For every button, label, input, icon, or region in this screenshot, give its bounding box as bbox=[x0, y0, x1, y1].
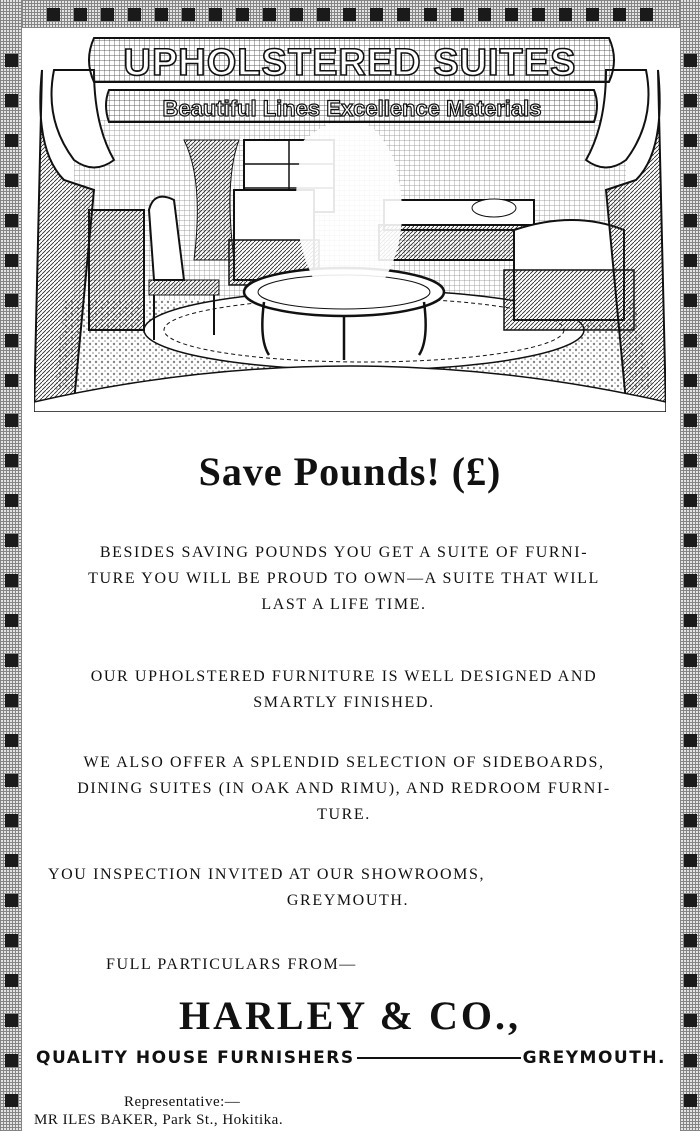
paragraph-line: DINING SUITES (IN OAK AND RIMU), AND REDROOM FURNI- bbox=[77, 780, 611, 797]
banner-subtitle: Beautiful Lines Excellence Materials bbox=[162, 96, 542, 121]
tagline-right: GREYMOUTH. bbox=[522, 1048, 666, 1068]
paragraph-line: BESIDES SAVING POUNDS YOU GET A SUITE OF FURNI- bbox=[99, 544, 589, 561]
representative-label: Representative:— bbox=[124, 1094, 241, 1110]
paragraph-line: GREYMOUTH. bbox=[286, 892, 410, 909]
furniture-room-illustration bbox=[34, 30, 666, 412]
tagline bbox=[36, 1048, 666, 1068]
top-border-blocks bbox=[40, 6, 660, 22]
paragraph-line: WE ALSO OFFER A SPLENDID SELECTION OF SIDEBOARDS, bbox=[83, 754, 605, 771]
company-name: HARLEY & CO., bbox=[179, 993, 521, 1038]
banner-title: UPHOLSTERED SUITES bbox=[123, 42, 577, 84]
paragraph-line: SMARTLY FINISHED. bbox=[253, 694, 435, 711]
tagline-rule bbox=[357, 1057, 521, 1059]
tagline-left: QUALITY HOUSE FURNISHERS bbox=[36, 1048, 355, 1068]
representative-name: MR ILES BAKER, Park St., Hokitika. bbox=[34, 1112, 284, 1128]
paragraph-line: TURE. bbox=[317, 806, 371, 823]
paragraph-line: TURE YOU WILL BE PROUD TO OWN—A SUITE THAT WILL bbox=[88, 570, 600, 587]
headline: Save Pounds! (£) bbox=[198, 449, 502, 494]
advertisement-body bbox=[34, 412, 666, 1131]
paragraph-line: OUR UPHOLSTERED FURNITURE IS WELL DESIGNED AND bbox=[90, 668, 598, 685]
paragraph-inspection bbox=[44, 862, 648, 914]
paragraph-selection bbox=[44, 750, 644, 828]
right-border-blocks bbox=[682, 40, 698, 1120]
paragraph-line: YOU INSPECTION INVITED AT OUR SHOWROOMS, bbox=[48, 866, 486, 883]
paragraph-savings bbox=[44, 540, 644, 618]
paragraph-line: LAST A LIFE TIME. bbox=[261, 596, 427, 613]
particulars-label: FULL PARTICULARS FROM— bbox=[106, 956, 357, 973]
left-border-blocks bbox=[3, 40, 19, 1120]
paragraph-design bbox=[44, 664, 644, 716]
